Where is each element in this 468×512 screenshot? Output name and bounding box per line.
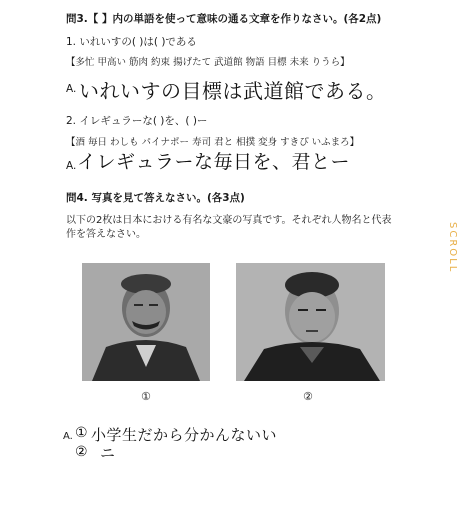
q4-heading: 問4. 写真を見て答えなさい。(各3点) — [66, 192, 245, 204]
q3-item2-prompt: 2. イレギュラーな( )を、( )ー — [66, 115, 208, 127]
q4-answer-prefix: A. — [63, 431, 73, 442]
q3-item1-word-bank: 【多忙 甲高い 筋肉 約束 揚げたて 武道館 物語 目標 未来 りうら】 — [66, 57, 350, 68]
author-photo-1 — [82, 263, 210, 381]
photo-1-label: ① — [141, 390, 151, 403]
q4-instruction-line1: 以下の2枚は日本における有名な文豪の写真です。それぞれ人物名と代表 — [66, 215, 392, 226]
q4-answer2-number: ② — [75, 444, 89, 460]
q3-item2-word-bank: 【酒 毎日 わしも パイナポー 寿司 君と 相撲 変身 すきぴ いふまろ】 — [66, 137, 360, 148]
q4-instruction-line2: 作を答えなさい。 — [66, 229, 146, 240]
photo-2-label: ② — [303, 390, 313, 403]
q3-item1-answer-prefix: A. — [66, 83, 77, 95]
q3-item2-handwritten-answer: イレギュラーな毎日を、君とー — [77, 151, 351, 173]
q4-answer1-handwritten: 小学生だから分かんないい — [91, 426, 278, 444]
scroll-hint[interactable]: SCROLL — [447, 222, 458, 274]
q3-heading: 問3.【 】内の単語を使って意味の通る文章を作りなさい。(各2点) — [66, 13, 382, 25]
q4-answer2-handwritten: ニ — [100, 444, 116, 462]
q3-item1-handwritten-answer: いれいすの目標は武道館である。 — [79, 79, 387, 103]
author-photo-2 — [236, 263, 385, 381]
q4-answer1-number: ① — [75, 425, 89, 441]
q3-item1-prompt: 1. いれいすの( )は( )である — [66, 36, 197, 48]
q3-item2-answer-prefix: A. — [66, 160, 77, 172]
